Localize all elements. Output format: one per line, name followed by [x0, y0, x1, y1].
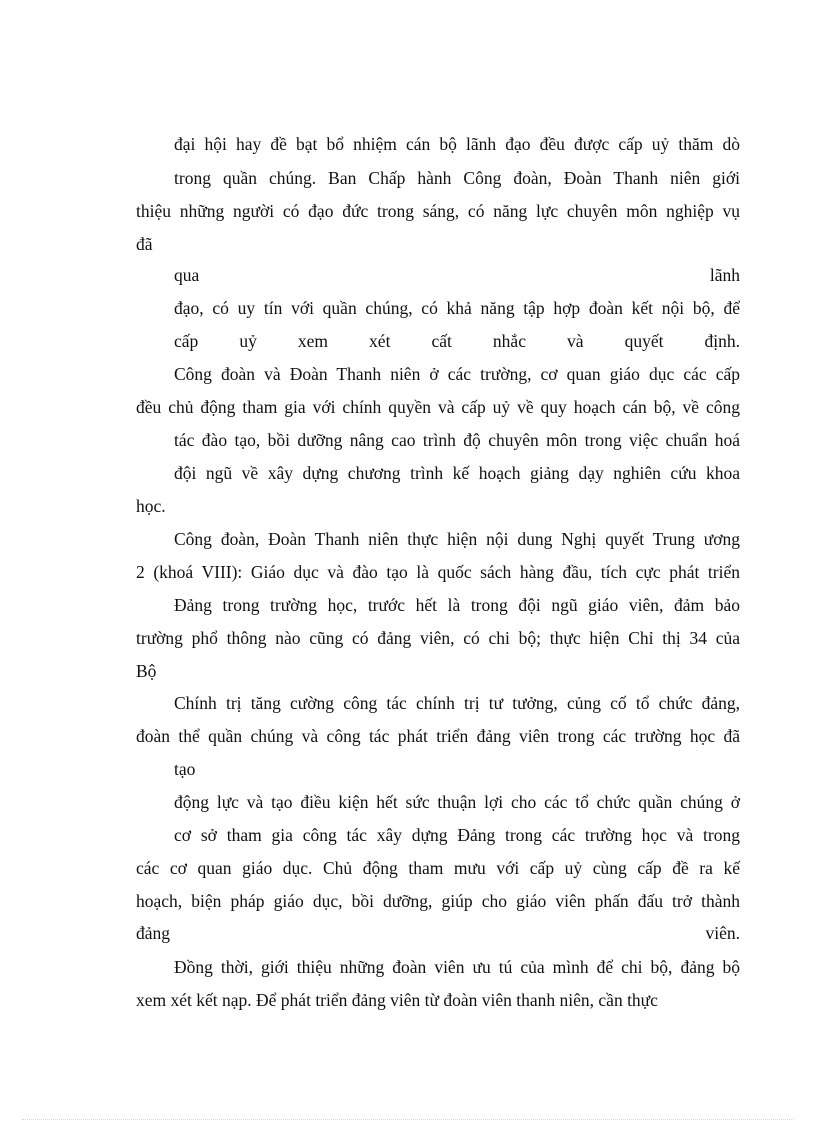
text-line: Chính trị tăng cường công tác chính trị tư tưởng, củng cố tổ chức đảng,	[174, 693, 740, 713]
text-line: tác đào tạo, bồi dưỡng nâng cao trình độ chuyên môn trong việc chuẩn hoá	[174, 430, 740, 450]
text-line: hoạch, biện pháp giáo dục, bồi dưỡng, giúp cho giáo viên phấn đấu trở thành	[136, 891, 740, 911]
text-line: cơ sở tham gia công tác xây dựng Đảng trong các trường học và trong	[174, 825, 740, 845]
text-line-split	[136, 921, 740, 945]
text-line: trường phổ thông nào cũng có đảng viên, có chi bộ; thực hiện Chỉ thị 34 của	[136, 628, 740, 648]
text-line-split	[174, 263, 740, 287]
text-line: Đồng thời, giới thiệu những đoàn viên ưu tú của mình để chi bộ, đảng bộ	[174, 957, 740, 977]
text-line: đạo, có uy tín với quần chúng, có khả năng tập hợp đoàn kết nội bộ, để	[174, 298, 740, 318]
text-fragment: lãnh	[709, 265, 740, 285]
page-bottom-rule	[22, 1119, 794, 1120]
text-line: đã	[136, 234, 153, 254]
text-line: đều chủ động tham gia với chính quyền và cấp uỷ về quy hoạch cán bộ, về công	[136, 397, 740, 417]
text-line: đoàn thể quần chúng và công tác phát triển đảng viên trong các trường học đã	[136, 726, 740, 746]
text-line: các cơ quan giáo dục. Chủ động tham mưu với cấp uỷ cùng cấp đề ra kế	[136, 858, 740, 878]
text-line: xem xét kết nạp. Để phát triển đảng viên từ đoàn viên thanh niên, cần thực	[136, 990, 658, 1010]
text-line: thiệu những người có đạo đức trong sáng, có năng lực chuyên môn nghiệp vụ	[136, 201, 740, 221]
text-fragment: viên.	[705, 923, 740, 943]
text-line: Đảng trong trường học, trước hết là trong đội ngũ giáo viên, đảm bảo	[174, 595, 740, 615]
text-line: cấp uỷ xem xét cất nhắc và quyết định.	[174, 331, 740, 351]
text-line: Công đoàn và Đoàn Thanh niên ở các trường, cơ quan giáo dục các cấp	[174, 364, 740, 384]
text-line: Bộ	[136, 661, 157, 681]
text-line: Công đoàn, Đoàn Thanh niên thực hiện nội dung Nghị quyết Trung ương	[174, 529, 740, 549]
text-fragment: qua	[174, 265, 200, 285]
text-line: tạo	[174, 759, 196, 779]
text-line: động lực và tạo điều kiện hết sức thuận lợi cho các tổ chức quần chúng ở	[174, 792, 740, 812]
text-fragment: đảng	[136, 923, 171, 943]
text-line: 2 (khoá VIII): Giáo dục và đào tạo là quốc sách hàng đầu, tích cực phát triển	[136, 562, 740, 582]
text-line: đội ngũ về xây dựng chương trình kế hoạch giảng dạy nghiên cứu khoa	[174, 463, 740, 483]
text-line: trong quần chúng. Ban Chấp hành Công đoàn, Đoàn Thanh niên giới	[174, 168, 740, 188]
text-line: học.	[136, 496, 166, 516]
text-line: đại hội hay đề bạt bổ nhiệm cán bộ lãnh đạo đều được cấp uỷ thăm dò	[174, 134, 740, 154]
